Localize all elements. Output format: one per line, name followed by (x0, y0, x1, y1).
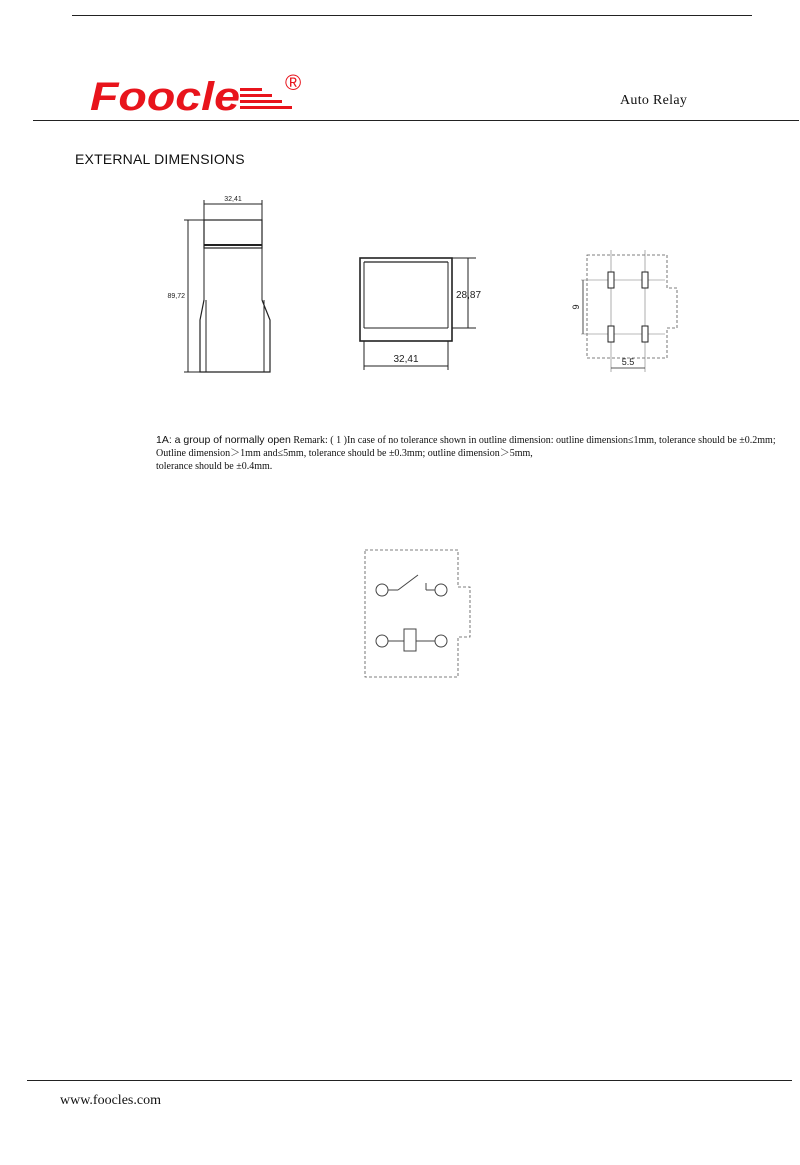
logo-text: Foocle (90, 75, 240, 119)
side-view-drawing (167, 190, 280, 380)
section-title: EXTERNAL DIMENSIONS (75, 151, 245, 167)
registered-mark: ® (285, 70, 302, 95)
remark-line-2: Outline dimension＞1mm and≤5mm, tolerance should be ±0.3mm; outline dimension＞5mm, (156, 448, 533, 459)
product-name: Auto Relay (620, 93, 688, 108)
footer-website: www.foocles.com (60, 1093, 161, 1108)
top-rule (72, 15, 752, 16)
contact-type-label: 1A: a group of normally open (156, 434, 291, 446)
circuit-schematic (360, 545, 475, 683)
pin-vertical-pitch-label: 9 (571, 304, 581, 310)
pin-horizontal-pitch-label: 5.5 (621, 357, 635, 367)
front-height-label: 28,87 (456, 290, 482, 301)
side-width-label: 32,41 (224, 196, 242, 203)
side-height-label: 89,72 (167, 293, 185, 300)
remark-line-3: tolerance should be ±0.4mm. (156, 461, 273, 472)
header-rule (33, 120, 799, 121)
foocles-logo (90, 68, 320, 118)
tolerance-remark (156, 434, 796, 473)
front-view-drawing (350, 250, 490, 375)
remark-line-1: Remark: ( 1 )In case of no tolerance shown in outline dimension: outline dimension≤1mm, tolerance should be ±0.2mm; (293, 435, 776, 446)
front-width-label: 32,41 (393, 354, 419, 365)
footer-rule (27, 1080, 792, 1081)
pin-layout-drawing (565, 250, 690, 380)
